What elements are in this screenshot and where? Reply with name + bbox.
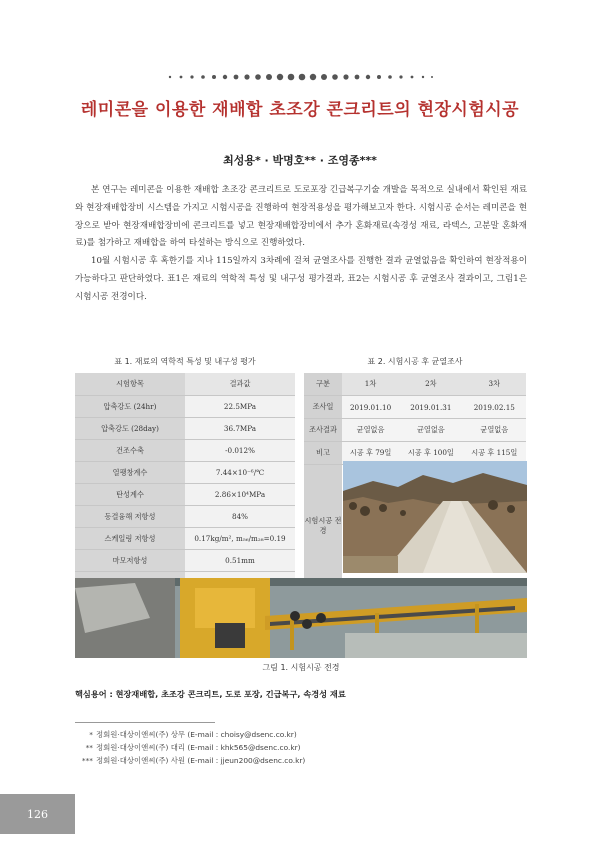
table-cell: 2019.02.15	[463, 396, 526, 419]
footnote-mark: *	[89, 730, 93, 739]
table-cell: 2019.01.10	[342, 396, 399, 419]
abstract-paragraph: 10월 시험시공 후 혹한기를 지나 115일까지 3차례에 걸쳐 균열조사를 진행한 결과 균열없음을 확인하여 현장적용이 가능하다고 판단하였다. 표1은 재료의 역학적 특성 및 내구성 평가결과, 표2는 시험시공 후 균열조사 결과이고, 그림1은 시험시공 전경이다.	[75, 256, 527, 302]
page-number	[0, 794, 75, 834]
table-cell: 시공 후 100일	[399, 442, 462, 465]
table-cell: 7.44×10⁻⁶/℃	[185, 462, 295, 484]
paper-title: 레미콘을 이용한 재배합 초조강 콘크리트의 현장시험시공	[80, 100, 520, 120]
table-header-cell: 3차	[463, 373, 526, 396]
table-cell: 동결융해 저항성	[75, 506, 185, 528]
table-row	[75, 418, 295, 440]
table-cell: 2.86×10⁴MPa	[185, 484, 295, 506]
table1	[75, 373, 295, 593]
remixing-equipment-photo	[75, 578, 527, 658]
table-cell: 조사일	[304, 396, 342, 419]
table-cell: 84%	[185, 506, 295, 528]
footnote-text: 정회원·대상이앤씨(주) 사원 (E-mail : jjeun200@dsenc.co.kr)	[96, 756, 306, 765]
table-cell: 0.17kg/m², m₅₆/m₂₈=0.19	[185, 528, 295, 550]
table-row	[304, 396, 526, 419]
table-cell: 시공 후 79일	[342, 442, 399, 465]
footnote-text: 정회원·대상이앤씨(주) 대리 (E-mail : khk565@dsenc.co.kr)	[96, 743, 301, 752]
table1-caption: 표 1. 재료의 역학적 특성 및 내구성 평가	[114, 357, 256, 366]
table-cell: 열팽창계수	[75, 462, 185, 484]
table-cell: 조사결과	[304, 419, 342, 442]
table-row	[75, 462, 295, 484]
table-cell: 압축강도 (28day)	[75, 418, 185, 440]
authors: 최성용* · 박명호** · 조영종***	[223, 154, 377, 167]
table-cell: 0.51mm	[185, 550, 295, 572]
decorative-dots	[165, 72, 435, 82]
table-header-row	[75, 373, 295, 396]
table-header-cell: 2차	[399, 373, 462, 396]
table-header-cell: 1차	[342, 373, 399, 396]
table-header-row	[304, 373, 526, 396]
table-cell: 마모저항성	[75, 550, 185, 572]
table-cell: 균열없음	[342, 419, 399, 442]
table-header-cell: 결과값	[185, 373, 295, 396]
table-cell: 탄성계수	[75, 484, 185, 506]
table-row	[75, 550, 295, 572]
abstract	[75, 182, 527, 307]
table-cell: 균열없음	[463, 419, 526, 442]
footnote	[75, 729, 297, 740]
table-row	[75, 484, 295, 506]
footnote	[75, 755, 305, 766]
page-number-text: 126	[27, 807, 48, 821]
table-row	[75, 528, 295, 550]
footnote-mark: ***	[81, 756, 93, 765]
table-cell: 비고	[304, 442, 342, 465]
abstract-paragraph: 본 연구는 레미콘을 이용한 재배합 초조강 콘크리트로 도로포장 긴급복구기술 개발을 목적으로 실내에서 확인된 재료와 현장재배합장비 시스템을 가지고 시험시공을 진행하여 현장적용성을 평가해보고자 한다. 시험시공 순서는 레미콘을 현장으로 받아 현장재배합장비에 콘크리트를 넣고 현장재배합장비에서 추가 혼화재료(속경성 재료, 라텍스, 고분말 혼화재료)를 첨가하고 재배합을 하여 타설하는 방식으로 진행하였다.	[75, 185, 527, 249]
road-construction-photo	[343, 461, 527, 573]
table-row	[75, 506, 295, 528]
footnote-mark: **	[85, 743, 93, 752]
table-cell: 균열없음	[399, 419, 462, 442]
table-cell: 36.7MPa	[185, 418, 295, 440]
figure1-caption: 그림 1. 시험시공 전경	[262, 663, 340, 672]
footnote-divider	[75, 722, 215, 723]
photo-row-label: 시험시공 전경	[304, 465, 342, 587]
footnote-text: 정회원·대상이앤씨(주) 상무 (E-mail : choisy@dsenc.co.kr)	[96, 730, 297, 739]
table-row	[304, 419, 526, 442]
keywords: 핵심용어 : 현장재배합, 초조강 콘크리트, 도로 포장, 긴급복구, 속경성 재료	[75, 689, 346, 699]
table2-caption: 표 2. 시험시공 후 균열조사	[367, 357, 463, 366]
table-row	[75, 440, 295, 462]
table-cell: 스케일링 저항성	[75, 528, 185, 550]
table-header-cell: 시험항목	[75, 373, 185, 396]
table-cell: 건조수축	[75, 440, 185, 462]
table-cell: 2019.01.31	[399, 396, 462, 419]
table-cell: 22.5MPa	[185, 396, 295, 418]
table-cell: 압축강도 (24hr)	[75, 396, 185, 418]
table-row	[75, 396, 295, 418]
table-cell: 시공 후 115일	[463, 442, 526, 465]
table-header-cell: 구분	[304, 373, 342, 396]
footnote	[75, 742, 301, 753]
table-cell: -0.012%	[185, 440, 295, 462]
